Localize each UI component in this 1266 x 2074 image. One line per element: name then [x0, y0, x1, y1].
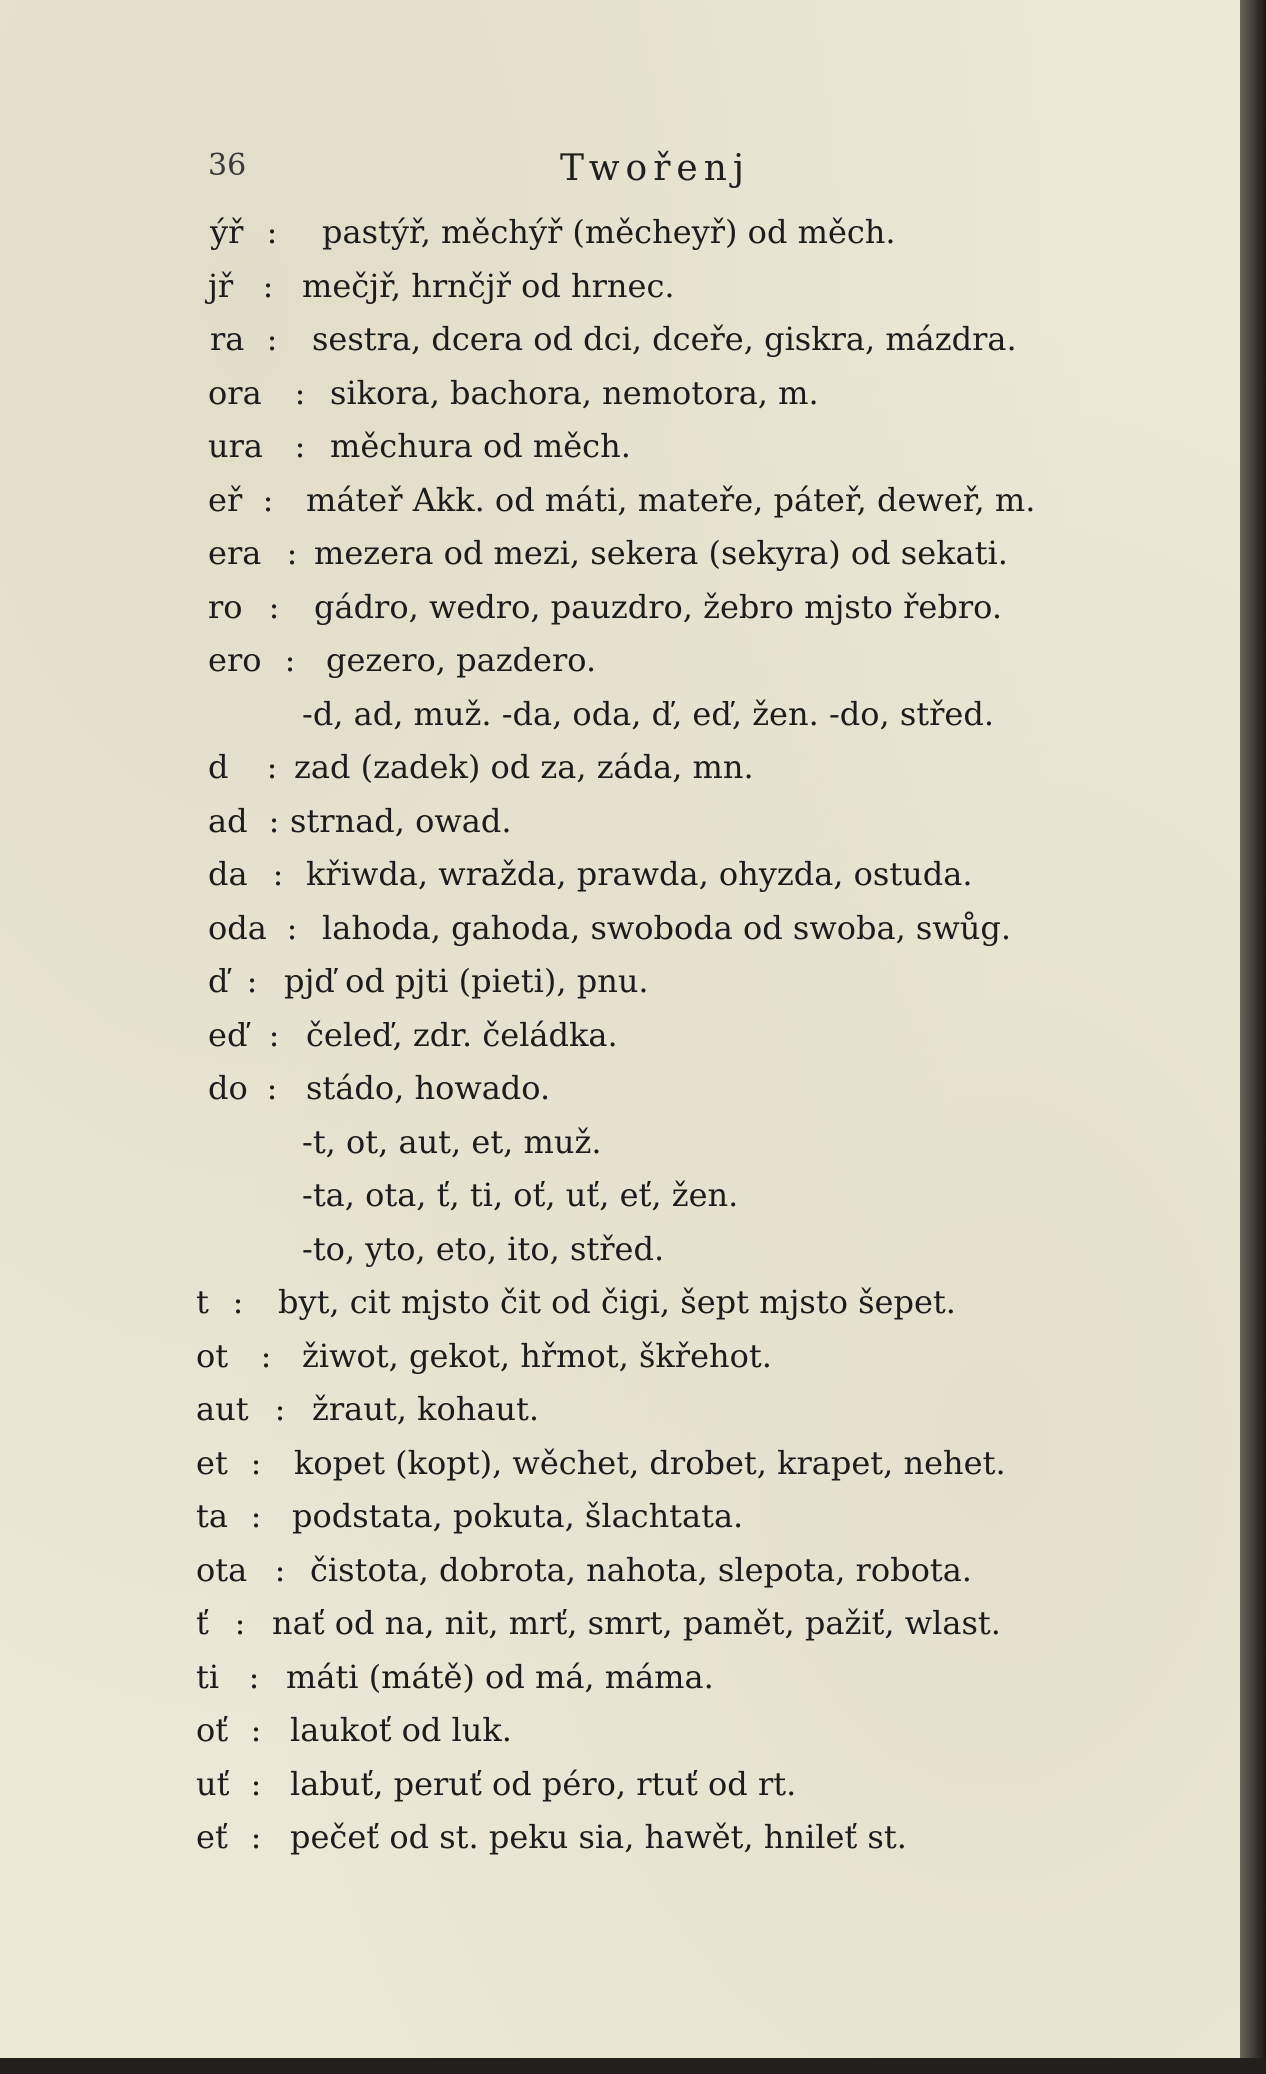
example-words: nať od na, nit, mrť, smrt, pamět, pažiť, wlast.: [272, 1604, 1001, 1642]
suffix-entry-row: [0, 1009, 1240, 1063]
group-heading-row: [0, 1223, 1240, 1277]
example-words: kopet (kopt), wěchet, drobet, krapet, nehet.: [294, 1443, 1006, 1482]
example-words: stádo, howado.: [306, 1069, 551, 1107]
suffix-entry-row: [0, 367, 1240, 421]
example-words: laukoť od luk.: [290, 1711, 512, 1749]
suffix-entry-row: [0, 474, 1240, 528]
group-heading-text: -d, ad, muž. -da, oda, ď, eď, žen. -do, střed.: [302, 694, 995, 733]
example-words: měchura od měch.: [330, 427, 631, 465]
suffix-label: ot: [196, 1336, 229, 1375]
suffix-label: do: [208, 1069, 248, 1107]
example-words: sikora, bachora, nemotora, m.: [330, 373, 819, 412]
suffix-entry-row: [0, 313, 1240, 367]
separator-colon: :: [262, 266, 274, 305]
suffix-label: ť: [196, 1604, 209, 1642]
separator-colon: :: [286, 534, 298, 572]
separator-colon: :: [274, 1550, 286, 1589]
suffix-label: oť: [196, 1711, 229, 1749]
suffix-entry-row: [0, 1490, 1240, 1544]
page-header: [0, 148, 1240, 198]
example-words: křiwda, wražda, prawda, ohyzda, ostuda.: [306, 855, 973, 893]
separator-colon: :: [250, 1711, 262, 1749]
separator-colon: :: [268, 801, 280, 840]
separator-colon: :: [250, 1764, 262, 1803]
suffix-label: ď: [208, 962, 229, 1000]
separator-colon: :: [232, 1283, 244, 1321]
example-words: máteř Akk. od máti, mateře, páteř, deweř, m.: [306, 480, 1036, 519]
group-heading-text: -t, ot, aut, et, muž.: [302, 1122, 602, 1161]
suffix-label: ad: [208, 801, 248, 840]
suffix-entry-row: [0, 795, 1240, 849]
separator-colon: :: [248, 1657, 260, 1696]
example-words: zad (zadek) od za, záda, mn.: [294, 748, 754, 786]
separator-colon: :: [268, 1015, 280, 1054]
separator-colon: :: [284, 641, 296, 679]
suffix-entry-row: [0, 848, 1240, 902]
suffix-label: aut: [196, 1390, 249, 1428]
suffix-label: ota: [196, 1550, 248, 1589]
suffix-label: ýř: [210, 213, 244, 251]
suffix-entry-row: [0, 420, 1240, 474]
example-words: labuť, peruť od péro, rtuť od rt.: [290, 1764, 797, 1803]
example-words: pečeť od st. peku sia, hawět, hnileť st.: [290, 1818, 907, 1856]
separator-colon: :: [234, 1604, 246, 1642]
example-words: gádro, wedro, pauzdro, žebro mjsto řebro.: [314, 587, 1002, 626]
group-heading-row: [0, 688, 1240, 742]
suffix-label: jř: [208, 266, 234, 305]
example-words: žraut, kohaut.: [312, 1390, 540, 1428]
suffix-label: ra: [210, 320, 245, 358]
group-heading-row: [0, 1116, 1240, 1170]
suffix-label: ta: [196, 1497, 228, 1535]
example-words: pjď od pjti (pieti), pnu.: [284, 962, 649, 1000]
example-words: mezera od mezi, sekera (sekyra) od sekati.: [314, 534, 1008, 572]
suffix-label: eť: [196, 1818, 228, 1856]
separator-colon: :: [266, 748, 278, 786]
suffix-label: ura: [208, 427, 263, 465]
suffix-label: eř: [208, 480, 243, 519]
suffix-label: da: [208, 855, 248, 893]
separator-colon: :: [260, 1336, 272, 1375]
suffix-entry-list: [0, 206, 1240, 1865]
suffix-entry-row: [0, 1062, 1240, 1116]
suffix-entry-row: [0, 1811, 1240, 1865]
suffix-label: eď: [208, 1015, 248, 1054]
separator-colon: :: [250, 1497, 262, 1535]
suffix-entry-row: [0, 206, 1240, 260]
suffix-label: ti: [196, 1657, 220, 1696]
group-heading-text: -to, yto, eto, ito, střed.: [302, 1229, 665, 1268]
example-words: mečjř, hrnčjř od hrnec.: [302, 266, 675, 305]
separator-colon: :: [274, 1390, 286, 1428]
suffix-entry-row: [0, 634, 1240, 688]
separator-colon: :: [272, 855, 284, 893]
suffix-entry-row: [0, 1383, 1240, 1437]
example-words: čeleď, zdr. čeládka.: [306, 1015, 618, 1054]
suffix-label: t: [196, 1283, 209, 1321]
example-words: podstata, pokuta, šlachtata.: [292, 1497, 744, 1535]
separator-colon: :: [294, 427, 306, 465]
separator-colon: :: [250, 1818, 262, 1856]
suffix-entry-row: [0, 1437, 1240, 1491]
group-heading-row: [0, 1169, 1240, 1223]
suffix-entry-row: [0, 955, 1240, 1009]
separator-colon: :: [294, 373, 306, 412]
suffix-label: era: [208, 534, 262, 572]
page-number: 36: [208, 148, 247, 183]
suffix-label: ero: [208, 641, 262, 679]
suffix-entry-row: [0, 1276, 1240, 1330]
suffix-entry-row: [0, 1330, 1240, 1384]
suffix-entry-row: [0, 527, 1240, 581]
example-words: máti (mátě) od má, máma.: [286, 1657, 714, 1696]
example-words: strnad, owad.: [290, 801, 512, 840]
suffix-entry-row: [0, 1544, 1240, 1598]
book-spine-edge: [1240, 0, 1266, 2074]
separator-colon: :: [268, 587, 280, 626]
suffix-entry-row: [0, 1704, 1240, 1758]
separator-colon: :: [246, 962, 258, 1000]
example-words: lahoda, gahoda, swoboda od swoba, swůg.: [322, 908, 1011, 947]
suffix-label: ora: [208, 373, 262, 412]
group-heading-text: -ta, ota, ť, ti, oť, uť, eť, žen.: [302, 1176, 739, 1214]
example-words: čistota, dobrota, nahota, slepota, robota.: [310, 1550, 972, 1589]
separator-colon: :: [262, 480, 274, 519]
separator-colon: :: [266, 213, 278, 251]
suffix-entry-row: [0, 1597, 1240, 1651]
page-bottom-edge: [0, 2058, 1266, 2074]
example-words: gezero, pazdero.: [326, 641, 597, 679]
suffix-label: ro: [208, 587, 243, 626]
example-words: byt, cit mjsto čit od čigi, šept mjsto šepet.: [278, 1283, 956, 1321]
example-words: sestra, dcera od dci, dceře, giskra, mázdra.: [312, 320, 1017, 358]
suffix-entry-row: [0, 260, 1240, 314]
separator-colon: :: [266, 320, 278, 358]
example-words: žiwot, gekot, hřmot, škřehot.: [302, 1336, 772, 1375]
separator-colon: :: [286, 908, 298, 947]
example-words: pastýř, měchýř (měcheyř) od měch.: [322, 213, 896, 251]
suffix-entry-row: [0, 741, 1240, 795]
suffix-entry-row: [0, 581, 1240, 635]
separator-colon: :: [250, 1443, 262, 1482]
running-head: Twořenj: [560, 148, 751, 189]
separator-colon: :: [266, 1069, 278, 1107]
suffix-label: d: [208, 748, 229, 786]
suffix-label: uť: [196, 1764, 230, 1803]
suffix-entry-row: [0, 902, 1240, 956]
suffix-entry-row: [0, 1758, 1240, 1812]
suffix-entry-row: [0, 1651, 1240, 1705]
suffix-label: oda: [208, 908, 267, 947]
suffix-label: et: [196, 1443, 228, 1482]
